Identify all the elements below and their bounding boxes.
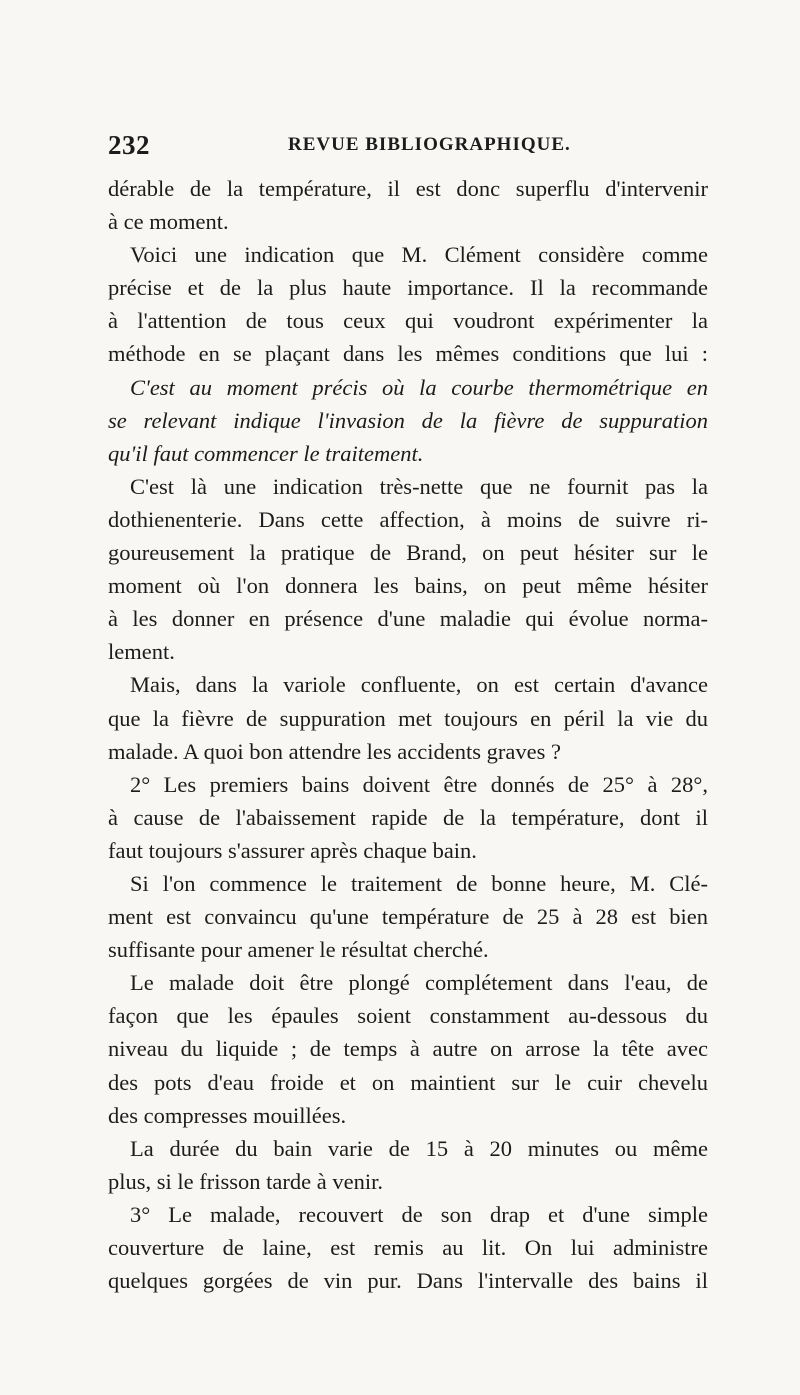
text-line: à les donner en présence d'une maladie qui évolue norma- — [108, 606, 708, 632]
text-line: 3° Le malade, recouvert de son drap et d'une simple — [130, 1201, 708, 1227]
text-line: Le malade doit être plongé complétement dans l'eau, de — [130, 970, 708, 996]
running-head: REVUE BIBLIOGRAPHIQUE. — [288, 134, 571, 155]
text-line: à l'attention de tous ceux qui voudront expérimenter la — [108, 308, 708, 334]
text-line: C'est au moment précis où la courbe thermométrique en — [130, 374, 708, 400]
page-number: 232 — [108, 130, 150, 160]
body-text — [108, 172, 708, 1297]
text-line: à ce moment. — [108, 209, 229, 235]
text-line: qu'il faut commencer le traitement. — [108, 440, 424, 466]
text-line: dothienenterie. Dans cette affection, à moins de suivre ri- — [108, 506, 708, 532]
text-line: couverture de laine, est remis au lit. On lui administre — [108, 1235, 708, 1260]
text-line: C'est là une indication très-nette que ne fournit pas la — [130, 473, 708, 499]
text-line: se relevant indique l'invasion de la fièvre de suppuration — [108, 407, 708, 433]
text-line: moment où l'on donnera les bains, on peut même hésiter — [108, 573, 708, 599]
text-line: méthode en se plaçant dans les mêmes conditions que lui : — [108, 341, 708, 367]
text-line: à cause de l'abaissement rapide de la température, dont il — [108, 804, 708, 830]
text-line: façon que les épaules soient constamment au-dessous du — [108, 1003, 708, 1029]
text-line: 2° Les premiers bains doivent être donnés de 25° à 28°, — [130, 771, 708, 797]
text-line: Mais, dans la variole confluente, on est certain d'avance — [130, 672, 708, 698]
text-line: faut toujours s'assurer après chaque bain. — [108, 837, 477, 863]
text-line: lement. — [108, 639, 175, 665]
text-line: ment est convaincu qu'une température de 25 à 28 est bien — [108, 904, 708, 930]
text-line: niveau du liquide ; de temps à autre on arrose la tête avec — [108, 1036, 708, 1062]
text-line: malade. A quoi bon attendre les accidents graves ? — [108, 738, 561, 764]
text-line: des compresses mouillées. — [108, 1102, 347, 1128]
text-line: précise et de la plus haute importance. Il la recommande — [108, 275, 708, 301]
text-line: suffisante pour amener le résultat cherché. — [108, 937, 489, 963]
text-line: que la fièvre de suppuration met toujours en péril la vie du — [108, 705, 708, 731]
text-line: dérable de la température, il est donc superflu d'intervenir — [108, 176, 708, 201]
text-line: goureusement la pratique de Brand, on peut hésiter sur le — [108, 540, 708, 566]
text-line: quelques gorgées de vin pur. Dans l'intervalle des bains il — [108, 1268, 708, 1294]
text-line: Voici une indication que M. Clément considère comme — [130, 242, 708, 268]
text-line: des pots d'eau froide et on maintient sur le cuir chevelu — [108, 1069, 708, 1095]
text-line: plus, si le frisson tarde à venir. — [108, 1168, 383, 1194]
page-header — [108, 130, 708, 166]
text-line: Si l'on commence le traitement de bonne heure, M. Clé- — [130, 870, 708, 896]
text-line: La durée du bain varie de 15 à 20 minutes ou même — [130, 1135, 708, 1161]
